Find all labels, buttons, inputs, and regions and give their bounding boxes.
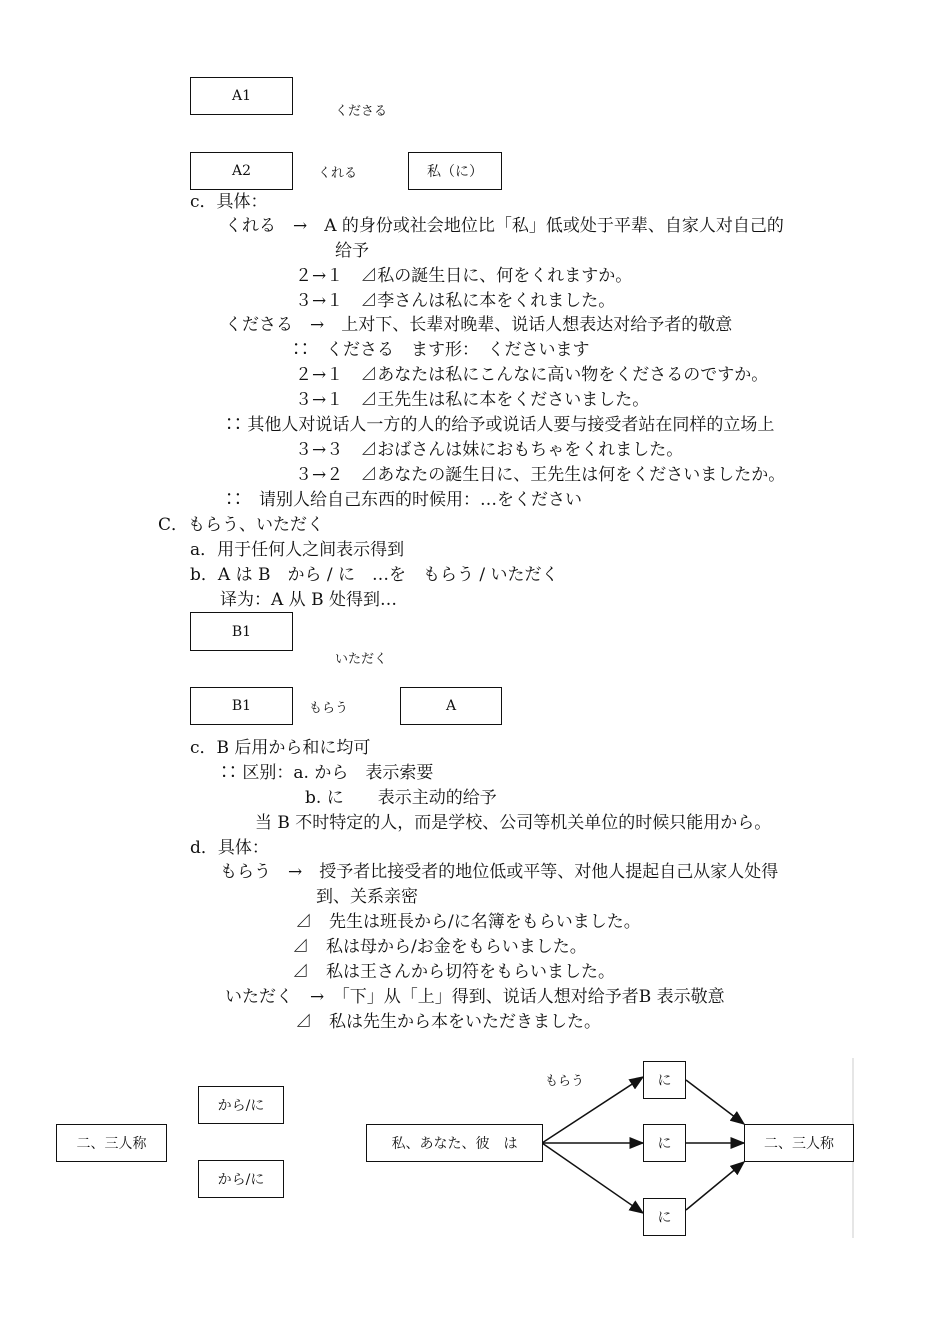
sec-C-translation: 译为：A 从 B 处得到… xyxy=(220,590,397,610)
arrow-to-ni-bot xyxy=(542,1143,643,1213)
box-kara-ni-top: から/に xyxy=(198,1086,284,1124)
sec-C-d: d．具体： xyxy=(190,838,269,858)
example-kureru-1: ２→１ ⊿私の誕生日に、何をくれますか。 xyxy=(295,266,633,286)
morau-def-1: もらう → 授予者比接受者的地位低或平等、对他人提起自己从家人处得 xyxy=(220,862,779,882)
kudasaru-def: くださる → 上对下、长辈对晚辈、说话人想表达对给予者的敬意 xyxy=(225,315,733,335)
box-kara-ni-bottom: から/に xyxy=(198,1160,284,1198)
box-a: A xyxy=(400,687,502,725)
box-source-persons: 私、あなた、彼 は xyxy=(366,1124,543,1162)
difference-1: ∷ 区别：a. から 表示索要 xyxy=(220,763,434,783)
kureru-def-2: 给予 xyxy=(335,241,369,261)
example-other-1: ３→３ ⊿おばさんは妹におもちゃをくれました。 xyxy=(295,440,684,460)
label-morau-diagram: もらう xyxy=(545,1074,585,1089)
sec-C-c: c．B 后用から和に均可 xyxy=(190,738,371,758)
box-a2: A2 xyxy=(190,152,293,190)
example-kureru-2: ３→１ ⊿李さんは私に本をくれました。 xyxy=(295,291,616,311)
arrow-ni-top-target xyxy=(686,1080,744,1124)
sec-c-heading: c．具体： xyxy=(190,192,268,212)
sec-C-a: a．用于任何人之间表示得到 xyxy=(190,540,405,560)
morau-def-2: 到、关系亲密 xyxy=(316,887,418,907)
example-morau-3: ⊿ 私は王さんから切符をもらいました。 xyxy=(292,962,615,982)
box-a1: A1 xyxy=(190,77,293,115)
example-kudasaru-1: ２→１ ⊿あなたは私にこんなに高い物をくださるのですか。 xyxy=(295,365,769,385)
box-ni-middle: に xyxy=(643,1124,686,1162)
other-usage: ∷ 其他人对说话人一方的人的给予或说话人要与接受者站在同样的立场上 xyxy=(225,415,775,435)
box-b1-top: B1 xyxy=(190,612,293,651)
box-b1-bottom: B1 xyxy=(190,687,293,725)
request-usage: ∷ 请别人给自己东西的时候用：…をください xyxy=(225,490,582,510)
label-kureru: くれる xyxy=(318,166,358,181)
box-ni-top: に xyxy=(643,1061,686,1099)
example-kudasaru-2: ３→１ ⊿王先生は私に本をくださいました。 xyxy=(295,390,650,410)
box-third-person-left: 二、三人称 xyxy=(56,1124,167,1162)
label-kudasaru: くださる xyxy=(335,104,388,119)
kudasaru-masu: ∷ くださる ます形： くださいます xyxy=(292,340,590,360)
sec-C-heading: C．もらう、いただく xyxy=(158,515,325,535)
arrow-ni-bot-target xyxy=(686,1162,744,1210)
example-itadaku: ⊿ 私は先生から本をいただきました。 xyxy=(295,1012,601,1032)
sec-C-b: b．A は B から / に …を もらう / いただく xyxy=(190,565,559,585)
label-morau: もらう xyxy=(309,701,349,716)
example-morau-2: ⊿ 私は母から/お金をもらいました。 xyxy=(292,937,587,957)
kureru-def-1: くれる → A 的身份或社会地位比「私」低或处于平辈、自家人对自己的 xyxy=(225,216,784,236)
itadaku-def: いただく → 「下」从「上」得到、说话人想对给予者B 表示敬意 xyxy=(225,987,725,1007)
label-itadaku: いただく xyxy=(335,652,388,667)
example-other-2: ３→２ ⊿あなたの誕生日に、王先生は何をくださいましたか。 xyxy=(295,465,786,485)
difference-2: b. に 表示主动的给予 xyxy=(305,788,497,808)
example-morau-1: ⊿ 先生は班長から/に名簿をもらいました。 xyxy=(295,912,641,932)
institution-note: 当 B 不时特定的人，而是学校、公司等机关单位的时候只能用から。 xyxy=(255,813,772,833)
box-third-person-target: 二、三人称 xyxy=(744,1124,854,1162)
box-watashi: 私（に） xyxy=(408,152,502,190)
box-ni-bottom: に xyxy=(643,1198,686,1236)
